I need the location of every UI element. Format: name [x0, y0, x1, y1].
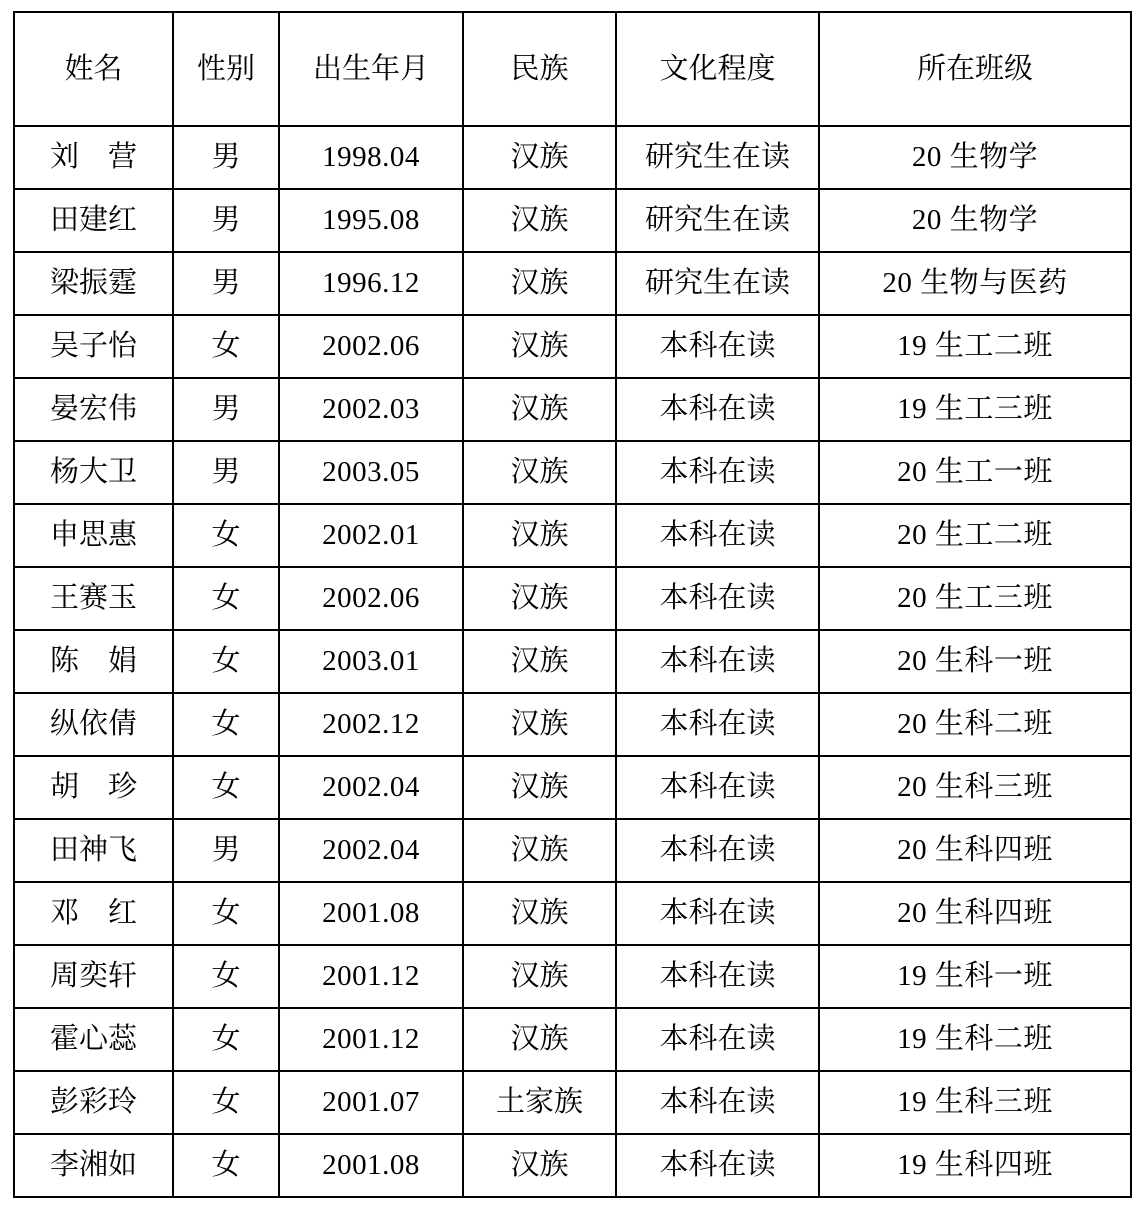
cell-gender: 女 [173, 1134, 279, 1197]
column-header-class: 所在班级 [819, 12, 1131, 126]
cell-class: 20 生工一班 [819, 441, 1131, 504]
table-body [14, 126, 1131, 1197]
cell-birthdate: 1996.12 [279, 252, 463, 315]
cell-name: 晏宏伟 [14, 378, 173, 441]
table-row [14, 1071, 1131, 1134]
table-row [14, 693, 1131, 756]
cell-gender: 男 [173, 441, 279, 504]
cell-gender: 男 [173, 819, 279, 882]
cell-education: 本科在读 [616, 630, 819, 693]
cell-class: 19 生科一班 [819, 945, 1131, 1008]
table-row [14, 126, 1131, 189]
cell-birthdate: 2001.07 [279, 1071, 463, 1134]
cell-gender: 女 [173, 630, 279, 693]
cell-birthdate: 1995.08 [279, 189, 463, 252]
cell-ethnicity: 汉族 [463, 693, 616, 756]
cell-birthdate: 2002.06 [279, 567, 463, 630]
cell-gender: 男 [173, 378, 279, 441]
cell-name: 王赛玉 [14, 567, 173, 630]
cell-birthdate: 2001.12 [279, 1008, 463, 1071]
cell-birthdate: 2002.04 [279, 756, 463, 819]
cell-birthdate: 2002.03 [279, 378, 463, 441]
table-row [14, 1008, 1131, 1071]
cell-gender: 男 [173, 126, 279, 189]
cell-class: 19 生科四班 [819, 1134, 1131, 1197]
cell-gender: 女 [173, 315, 279, 378]
cell-name: 霍心蕊 [14, 1008, 173, 1071]
cell-name: 周奕轩 [14, 945, 173, 1008]
cell-ethnicity: 汉族 [463, 504, 616, 567]
cell-gender: 女 [173, 693, 279, 756]
table-row [14, 819, 1131, 882]
table-row [14, 630, 1131, 693]
cell-education: 本科在读 [616, 1008, 819, 1071]
cell-name: 刘 营 [14, 126, 173, 189]
cell-class: 19 生科二班 [819, 1008, 1131, 1071]
column-header-ethnicity: 民族 [463, 12, 616, 126]
cell-ethnicity: 汉族 [463, 1134, 616, 1197]
table-row [14, 315, 1131, 378]
cell-name: 纵依倩 [14, 693, 173, 756]
cell-birthdate: 2001.08 [279, 1134, 463, 1197]
cell-education: 研究生在读 [616, 189, 819, 252]
table-row [14, 756, 1131, 819]
cell-birthdate: 2003.01 [279, 630, 463, 693]
cell-name: 吴子怡 [14, 315, 173, 378]
column-header-education: 文化程度 [616, 12, 819, 126]
cell-name: 李湘如 [14, 1134, 173, 1197]
cell-class: 19 生工二班 [819, 315, 1131, 378]
table-row [14, 945, 1131, 1008]
cell-education: 研究生在读 [616, 252, 819, 315]
cell-birthdate: 2002.06 [279, 315, 463, 378]
cell-class: 19 生科三班 [819, 1071, 1131, 1134]
cell-ethnicity: 汉族 [463, 882, 616, 945]
cell-name: 陈 娟 [14, 630, 173, 693]
cell-education: 本科在读 [616, 315, 819, 378]
header-row [14, 12, 1131, 126]
cell-ethnicity: 汉族 [463, 567, 616, 630]
cell-birthdate: 2002.04 [279, 819, 463, 882]
cell-birthdate: 1998.04 [279, 126, 463, 189]
column-header-name: 姓名 [14, 12, 173, 126]
cell-gender: 女 [173, 945, 279, 1008]
cell-class: 20 生工二班 [819, 504, 1131, 567]
cell-ethnicity: 汉族 [463, 441, 616, 504]
table-row [14, 252, 1131, 315]
cell-ethnicity: 汉族 [463, 1008, 616, 1071]
cell-ethnicity: 土家族 [463, 1071, 616, 1134]
cell-birthdate: 2003.05 [279, 441, 463, 504]
cell-ethnicity: 汉族 [463, 378, 616, 441]
cell-education: 本科在读 [616, 756, 819, 819]
cell-name: 杨大卫 [14, 441, 173, 504]
cell-ethnicity: 汉族 [463, 630, 616, 693]
cell-class: 20 生物学 [819, 189, 1131, 252]
table-row [14, 1134, 1131, 1197]
cell-class: 20 生科三班 [819, 756, 1131, 819]
cell-gender: 男 [173, 252, 279, 315]
cell-class: 19 生工三班 [819, 378, 1131, 441]
cell-education: 本科在读 [616, 1134, 819, 1197]
cell-gender: 女 [173, 756, 279, 819]
cell-education: 本科在读 [616, 504, 819, 567]
cell-education: 本科在读 [616, 567, 819, 630]
cell-gender: 女 [173, 882, 279, 945]
cell-education: 本科在读 [616, 819, 819, 882]
cell-ethnicity: 汉族 [463, 315, 616, 378]
cell-education: 本科在读 [616, 378, 819, 441]
cell-ethnicity: 汉族 [463, 756, 616, 819]
cell-birthdate: 2001.12 [279, 945, 463, 1008]
cell-education: 本科在读 [616, 945, 819, 1008]
cell-education: 本科在读 [616, 693, 819, 756]
cell-ethnicity: 汉族 [463, 126, 616, 189]
cell-birthdate: 2002.01 [279, 504, 463, 567]
table-row [14, 378, 1131, 441]
cell-birthdate: 2001.08 [279, 882, 463, 945]
cell-education: 研究生在读 [616, 126, 819, 189]
cell-class: 20 生物与医药 [819, 252, 1131, 315]
cell-gender: 女 [173, 1008, 279, 1071]
cell-birthdate: 2002.12 [279, 693, 463, 756]
cell-gender: 男 [173, 189, 279, 252]
cell-class: 20 生科四班 [819, 882, 1131, 945]
cell-education: 本科在读 [616, 441, 819, 504]
cell-ethnicity: 汉族 [463, 819, 616, 882]
cell-name: 梁振霆 [14, 252, 173, 315]
table-row [14, 567, 1131, 630]
cell-class: 20 生科四班 [819, 819, 1131, 882]
cell-class: 20 生物学 [819, 126, 1131, 189]
column-header-gender: 性别 [173, 12, 279, 126]
cell-class: 20 生工三班 [819, 567, 1131, 630]
cell-name: 邓 红 [14, 882, 173, 945]
table-row [14, 189, 1131, 252]
cell-name: 彭彩玲 [14, 1071, 173, 1134]
cell-gender: 女 [173, 567, 279, 630]
cell-class: 20 生科一班 [819, 630, 1131, 693]
cell-name: 田神飞 [14, 819, 173, 882]
cell-education: 本科在读 [616, 1071, 819, 1134]
cell-ethnicity: 汉族 [463, 945, 616, 1008]
cell-class: 20 生科二班 [819, 693, 1131, 756]
cell-gender: 女 [173, 504, 279, 567]
column-header-birthdate: 出生年月 [279, 12, 463, 126]
cell-ethnicity: 汉族 [463, 189, 616, 252]
table-row [14, 882, 1131, 945]
table-row [14, 441, 1131, 504]
cell-gender: 女 [173, 1071, 279, 1134]
cell-education: 本科在读 [616, 882, 819, 945]
student-roster-table [13, 11, 1132, 1198]
cell-name: 申思惠 [14, 504, 173, 567]
cell-name: 胡 珍 [14, 756, 173, 819]
cell-ethnicity: 汉族 [463, 252, 616, 315]
cell-name: 田建红 [14, 189, 173, 252]
table-row [14, 504, 1131, 567]
